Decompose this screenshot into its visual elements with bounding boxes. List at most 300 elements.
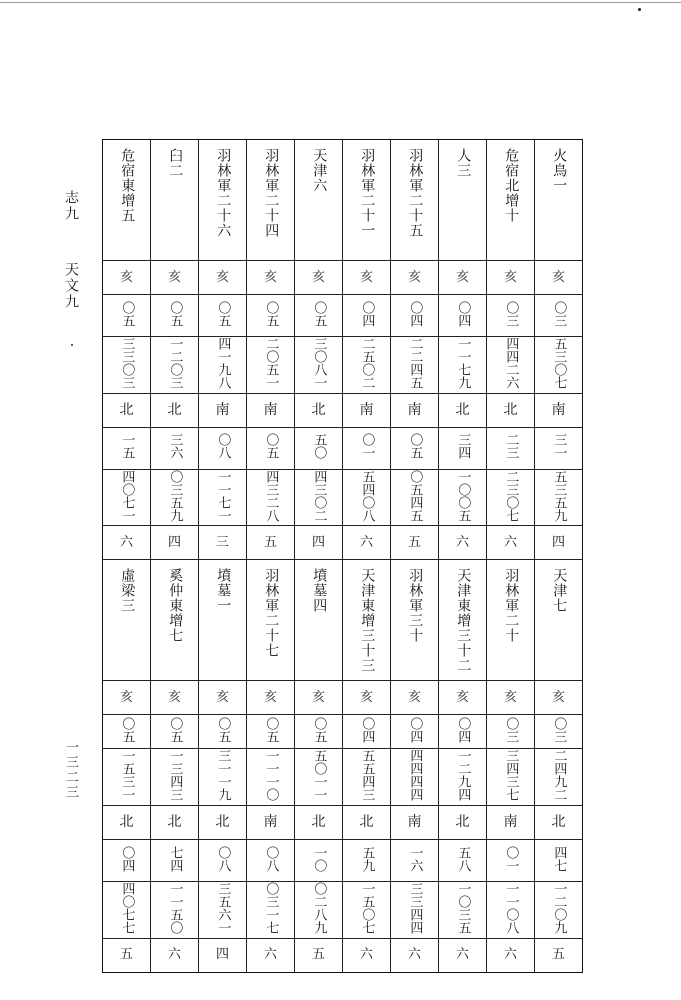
degree-text: 〇四	[455, 716, 471, 743]
star-name-cell	[199, 560, 247, 681]
minute-text: 一五三一	[119, 749, 135, 802]
magnitude-cell	[103, 526, 151, 560]
direction-text: 北	[119, 814, 134, 831]
minute-text: 三四三七	[503, 749, 519, 802]
magnitude-text: 六	[455, 534, 469, 550]
branch-cell	[103, 681, 151, 715]
latitude-degree-text: 二三	[503, 433, 519, 460]
magnitude-text: 五	[311, 947, 325, 963]
direction-text: 南	[359, 401, 374, 418]
star-name-text: 羽林軍二十一	[359, 148, 376, 238]
branch-text: 亥	[551, 269, 565, 285]
degree-text: 〇三	[503, 300, 519, 327]
direction-text: 南	[407, 401, 422, 418]
degree-text: 〇三	[551, 716, 567, 743]
lower-block	[103, 560, 583, 972]
direction-cell	[343, 805, 391, 839]
minute-cell	[247, 337, 295, 394]
minute-cell	[439, 337, 487, 394]
degree-cell	[151, 295, 199, 337]
branch-cell	[487, 681, 535, 715]
degree-text: 〇五	[119, 716, 135, 743]
chapter-label: 志九	[63, 190, 79, 222]
degree-cell	[439, 295, 487, 337]
table-row	[103, 560, 583, 681]
latitude-degree-text: 七四	[167, 845, 183, 872]
latitude-minute-text: 三三四四	[407, 881, 423, 934]
latitude-minute-cell	[247, 469, 295, 526]
direction-cell	[151, 393, 199, 427]
table-row	[103, 337, 583, 394]
branch-text: 亥	[263, 689, 277, 705]
degree-cell	[343, 715, 391, 749]
direction-text: 北	[359, 814, 374, 831]
direction-text: 北	[119, 401, 134, 418]
table-row	[103, 938, 583, 972]
table-row	[103, 295, 583, 337]
degree-cell	[247, 295, 295, 337]
minute-text: 一一一〇	[263, 749, 279, 802]
minute-cell	[439, 749, 487, 806]
branch-cell	[295, 261, 343, 295]
degree-text: 〇四	[407, 300, 423, 327]
direction-text: 南	[263, 401, 278, 418]
latitude-minute-text: 一〇三五	[455, 881, 471, 934]
direction-text: 北	[455, 814, 470, 831]
magnitude-text: 六	[455, 947, 469, 963]
degree-text: 〇五	[263, 300, 279, 327]
branch-text: 亥	[455, 269, 469, 285]
latitude-minute-cell	[295, 881, 343, 938]
direction-text: 南	[551, 401, 566, 418]
latitude-degree-cell	[103, 427, 151, 469]
latitude-degree-text: 一〇	[311, 845, 327, 872]
table-row	[103, 805, 583, 839]
minute-cell	[247, 749, 295, 806]
direction-text: 南	[263, 814, 278, 831]
degree-text: 〇三	[551, 300, 567, 327]
table-row	[103, 715, 583, 749]
degree-cell	[295, 295, 343, 337]
latitude-degree-cell	[343, 427, 391, 469]
branch-cell	[151, 681, 199, 715]
branch-text: 亥	[167, 689, 181, 705]
degree-cell	[295, 715, 343, 749]
degree-text: 〇五	[311, 300, 327, 327]
latitude-minute-cell	[199, 881, 247, 938]
latitude-minute-text: 五三五九	[551, 469, 567, 522]
star-name-cell	[343, 140, 391, 261]
magnitude-text: 六	[407, 947, 421, 963]
branch-text: 亥	[359, 269, 373, 285]
table-row	[103, 140, 583, 261]
minute-cell	[391, 749, 439, 806]
minute-text: 五三〇七	[551, 337, 567, 389]
latitude-degree-text: 三六	[167, 433, 183, 460]
direction-cell	[439, 393, 487, 427]
magnitude-text: 三	[215, 534, 229, 550]
branch-cell	[295, 681, 343, 715]
star-name-cell	[487, 140, 535, 261]
section-label: 天文九	[63, 262, 79, 310]
direction-cell	[535, 805, 583, 839]
magnitude-cell	[151, 938, 199, 972]
direction-cell	[487, 393, 535, 427]
latitude-minute-cell	[535, 881, 583, 938]
minute-text: 二〇五一	[263, 337, 279, 389]
branch-text: 亥	[407, 689, 421, 705]
star-name-cell	[295, 560, 343, 681]
table-row	[103, 393, 583, 427]
latitude-minute-text: 四〇七一	[119, 469, 135, 522]
magnitude-text: 五	[263, 534, 277, 550]
latitude-minute-text: 一一〇八	[503, 881, 519, 934]
direction-cell	[535, 393, 583, 427]
latitude-degree-cell	[343, 839, 391, 881]
star-name-cell	[151, 140, 199, 261]
latitude-degree-text: 〇八	[215, 845, 231, 872]
branch-text: 亥	[167, 269, 181, 285]
degree-cell	[391, 715, 439, 749]
latitude-minute-text: 〇五四五	[407, 469, 423, 522]
page-mark	[638, 8, 641, 11]
direction-cell	[343, 393, 391, 427]
latitude-minute-cell	[151, 469, 199, 526]
latitude-degree-cell	[247, 427, 295, 469]
minute-cell	[487, 749, 535, 806]
branch-text: 亥	[119, 269, 133, 285]
minute-cell	[199, 337, 247, 394]
degree-cell	[199, 715, 247, 749]
table-row	[103, 881, 583, 938]
star-name-text: 臼二	[167, 148, 184, 178]
degree-text: 〇五	[215, 300, 231, 327]
minute-text: 一二九四	[455, 749, 471, 802]
minute-text: 一三四三	[167, 749, 183, 802]
latitude-degree-cell	[199, 427, 247, 469]
degree-text: 〇五	[311, 716, 327, 743]
branch-text: 亥	[551, 689, 565, 705]
latitude-minute-text: 四三〇二	[311, 469, 327, 522]
latitude-minute-cell	[439, 881, 487, 938]
latitude-degree-text: 三一	[551, 433, 567, 460]
latitude-degree-cell	[295, 839, 343, 881]
latitude-degree-cell	[295, 427, 343, 469]
minute-text: 四一九八	[215, 337, 231, 389]
magnitude-text: 六	[119, 534, 133, 550]
degree-cell	[199, 295, 247, 337]
magnitude-cell	[487, 526, 535, 560]
minute-cell	[343, 337, 391, 394]
star-name-cell	[103, 140, 151, 261]
latitude-minute-cell	[391, 469, 439, 526]
star-name-cell	[535, 140, 583, 261]
direction-cell	[199, 805, 247, 839]
direction-cell	[391, 393, 439, 427]
minute-text: 五五四三	[359, 749, 375, 802]
latitude-minute-text: 一五〇七	[359, 881, 375, 934]
star-name-text: 人三	[455, 148, 472, 178]
latitude-degree-cell	[247, 839, 295, 881]
latitude-minute-cell	[487, 881, 535, 938]
latitude-minute-cell	[103, 469, 151, 526]
star-name-cell	[535, 560, 583, 681]
minute-cell	[199, 749, 247, 806]
branch-text: 亥	[263, 269, 277, 285]
degree-text: 〇三	[503, 716, 519, 743]
magnitude-text: 四	[167, 534, 181, 550]
magnitude-cell	[343, 938, 391, 972]
minute-cell	[151, 337, 199, 394]
star-catalog-table	[102, 139, 583, 973]
degree-text: 〇五	[167, 716, 183, 743]
minute-text: 二四九二	[551, 749, 567, 802]
minute-cell	[103, 337, 151, 394]
latitude-degree-text: 三四	[455, 433, 471, 460]
branch-text: 亥	[311, 269, 325, 285]
latitude-degree-text: 五〇	[311, 433, 327, 460]
latitude-degree-cell	[151, 427, 199, 469]
latitude-degree-cell	[391, 839, 439, 881]
page-top-rule	[0, 2, 681, 3]
table-row	[103, 749, 583, 806]
latitude-minute-text: 四三二八	[263, 469, 279, 522]
star-name-text: 羽林軍二十四	[263, 148, 280, 238]
magnitude-cell	[487, 938, 535, 972]
latitude-minute-cell	[247, 881, 295, 938]
latitude-minute-cell	[535, 469, 583, 526]
degree-cell	[487, 295, 535, 337]
table-row	[103, 427, 583, 469]
direction-text: 南	[215, 401, 230, 418]
magnitude-cell	[439, 938, 487, 972]
direction-text: 北	[215, 814, 230, 831]
upper-block	[103, 140, 583, 560]
direction-cell	[247, 805, 295, 839]
branch-text: 亥	[215, 689, 229, 705]
direction-cell	[103, 393, 151, 427]
star-name-text: 羽林軍二十七	[263, 568, 280, 659]
degree-cell	[151, 715, 199, 749]
star-name-text: 羽林軍二十六	[215, 148, 232, 238]
latitude-minute-cell	[295, 469, 343, 526]
degree-cell	[343, 295, 391, 337]
direction-cell	[103, 805, 151, 839]
latitude-minute-cell	[343, 469, 391, 526]
branch-text: 亥	[311, 689, 325, 705]
magnitude-cell	[247, 938, 295, 972]
star-name-text: 奚仲東增七	[167, 568, 184, 644]
minute-cell	[487, 337, 535, 394]
latitude-minute-cell	[487, 469, 535, 526]
magnitude-text: 六	[167, 947, 181, 963]
branch-cell	[247, 681, 295, 715]
table-row	[103, 839, 583, 881]
star-name-cell	[487, 560, 535, 681]
star-name-cell	[343, 560, 391, 681]
magnitude-text: 六	[359, 947, 373, 963]
direction-cell	[391, 805, 439, 839]
branch-text: 亥	[503, 689, 517, 705]
minute-cell	[391, 337, 439, 394]
direction-cell	[151, 805, 199, 839]
minute-cell	[535, 337, 583, 394]
latitude-minute-text: 〇二八九	[311, 881, 327, 934]
star-name-text: 火鳥一	[551, 148, 568, 193]
branch-text: 亥	[119, 689, 133, 705]
latitude-minute-cell	[439, 469, 487, 526]
branch-text: 亥	[455, 689, 469, 705]
latitude-degree-text: 一六	[407, 845, 423, 872]
branch-cell	[199, 261, 247, 295]
latitude-minute-text: 一一五〇	[167, 881, 183, 934]
degree-text: 〇五	[263, 716, 279, 743]
branch-cell	[343, 261, 391, 295]
minute-text: 一二〇三	[167, 337, 183, 389]
latitude-degree-text: 〇八	[215, 433, 231, 460]
magnitude-text: 六	[263, 947, 277, 963]
minute-text: 二五〇二	[359, 337, 375, 389]
direction-cell	[295, 805, 343, 839]
star-name-text: 天津東增三十二	[455, 568, 472, 674]
latitude-degree-cell	[487, 839, 535, 881]
star-name-cell	[247, 140, 295, 261]
star-name-text: 天津七	[551, 568, 568, 614]
latitude-minute-text: 〇三五九	[167, 469, 183, 522]
degree-cell	[487, 715, 535, 749]
branch-cell	[391, 681, 439, 715]
latitude-degree-cell	[439, 839, 487, 881]
star-name-text: 天津東增三十三	[359, 568, 376, 674]
star-name-cell	[439, 560, 487, 681]
direction-cell	[439, 805, 487, 839]
direction-cell	[295, 393, 343, 427]
branch-text: 亥	[503, 269, 517, 285]
minute-text: 三一一九	[215, 749, 231, 802]
magnitude-text: 四	[311, 534, 325, 550]
star-name-text: 危宿東增五	[119, 148, 136, 223]
latitude-minute-cell	[391, 881, 439, 938]
latitude-degree-text: 四七	[551, 845, 567, 872]
minute-cell	[535, 749, 583, 806]
latitude-degree-text: 〇四	[119, 845, 135, 872]
direction-cell	[487, 805, 535, 839]
star-name-text: 天津六	[311, 148, 328, 193]
direction-text: 南	[503, 814, 518, 831]
star-name-text: 墳墓四	[311, 568, 328, 614]
branch-cell	[535, 261, 583, 295]
star-name-text: 危宿北增十	[503, 148, 520, 223]
minute-cell	[295, 749, 343, 806]
latitude-degree-text: 〇五	[407, 433, 423, 460]
table-row	[103, 681, 583, 715]
latitude-minute-text: 五四〇八	[359, 469, 375, 522]
latitude-degree-cell	[535, 839, 583, 881]
degree-cell	[439, 715, 487, 749]
star-name-cell	[247, 560, 295, 681]
star-name-cell	[199, 140, 247, 261]
magnitude-cell	[535, 526, 583, 560]
table-row	[103, 261, 583, 295]
branch-cell	[247, 261, 295, 295]
latitude-degree-cell	[535, 427, 583, 469]
branch-text: 亥	[359, 689, 373, 705]
direction-text: 北	[551, 814, 566, 831]
degree-cell	[535, 295, 583, 337]
magnitude-cell	[103, 938, 151, 972]
latitude-minute-text: 四〇七七	[119, 881, 135, 934]
star-name-text: 羽林軍二十五	[407, 148, 424, 238]
latitude-degree-text: 〇八	[263, 845, 279, 872]
magnitude-text: 四	[551, 534, 565, 550]
magnitude-text: 四	[215, 947, 229, 963]
magnitude-cell	[439, 526, 487, 560]
branch-cell	[487, 261, 535, 295]
latitude-degree-cell	[199, 839, 247, 881]
magnitude-cell	[535, 938, 583, 972]
magnitude-text: 六	[359, 534, 373, 550]
star-name-cell	[103, 560, 151, 681]
degree-text: 〇五	[215, 716, 231, 743]
latitude-minute-cell	[343, 881, 391, 938]
minute-text: 三三〇三	[119, 337, 135, 389]
degree-cell	[247, 715, 295, 749]
star-name-text: 羽林軍二十	[503, 568, 520, 644]
degree-cell	[535, 715, 583, 749]
latitude-degree-cell	[151, 839, 199, 881]
latitude-minute-text: 二三〇七	[503, 469, 519, 522]
branch-cell	[391, 261, 439, 295]
degree-text: 〇四	[359, 300, 375, 327]
degree-text: 〇五	[167, 300, 183, 327]
latitude-degree-text: 五九	[359, 845, 375, 872]
degree-cell	[391, 295, 439, 337]
magnitude-text: 五	[119, 947, 133, 963]
branch-text: 亥	[215, 269, 229, 285]
latitude-minute-cell	[199, 469, 247, 526]
branch-cell	[439, 681, 487, 715]
latitude-degree-cell	[439, 427, 487, 469]
latitude-minute-cell	[151, 881, 199, 938]
branch-cell	[103, 261, 151, 295]
star-name-cell	[391, 560, 439, 681]
direction-text: 北	[455, 401, 470, 418]
minute-text: 五〇一一	[311, 749, 327, 802]
magnitude-cell	[199, 526, 247, 560]
star-name-text: 墳墓一	[215, 568, 232, 614]
star-name-cell	[391, 140, 439, 261]
degree-cell	[103, 295, 151, 337]
direction-text: 北	[167, 401, 182, 418]
minute-cell	[295, 337, 343, 394]
latitude-minute-cell	[103, 881, 151, 938]
latitude-minute-text: 三五六一	[215, 881, 231, 934]
latitude-minute-text: 一〇〇五	[455, 469, 471, 522]
branch-cell	[439, 261, 487, 295]
star-name-cell	[151, 560, 199, 681]
latitude-degree-cell	[103, 839, 151, 881]
direction-text: 北	[503, 401, 518, 418]
magnitude-text: 五	[551, 947, 565, 963]
degree-text: 〇四	[407, 716, 423, 743]
magnitude-text: 五	[407, 534, 421, 550]
branch-cell	[151, 261, 199, 295]
direction-cell	[199, 393, 247, 427]
latitude-minute-text: 一一七一	[215, 469, 231, 522]
magnitude-cell	[247, 526, 295, 560]
direction-text: 北	[311, 401, 326, 418]
minute-text: 四四二六	[503, 337, 519, 389]
